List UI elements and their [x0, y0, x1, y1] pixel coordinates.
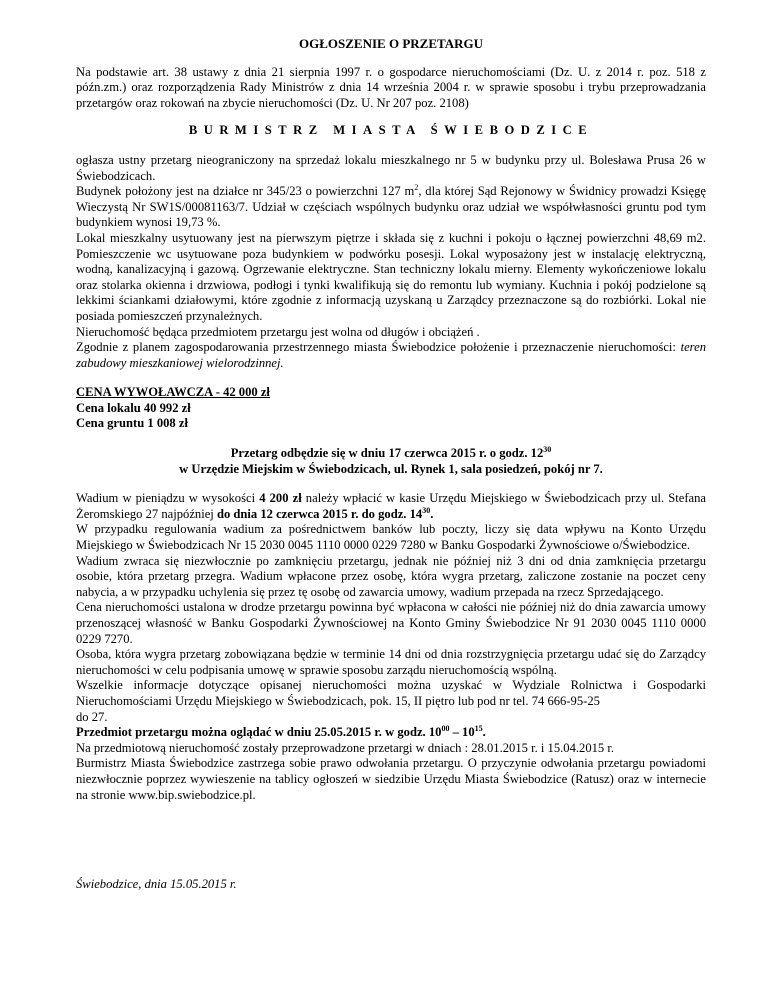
previous-auctions-paragraph: Na przedmiotową nieruchomość zostały przeprowadzone przetargi w dniach : 28.01.2015 r. i 15.04.2015 r. [76, 740, 615, 755]
announcement-document [76, 36, 706, 803]
description-paragraph: Lokal mieszkalny usytuowany jest na pierwszym piętrze i składa się z kuchni i pokoju o łącznej powierzchni 48,69 m2. Pomieszczenie wc usytuowane poza budynkiem w podwórku posesji. Lokal wyposażony jest w instalację elektryczną, wodną, kanalizacyjną i gazową. Ogrzewanie elektryczne. Stan techniczny lokalu mierny. Elementy wykończeniowe lokalu oraz stolarka okienna i drzwiowa, podłogi i tynki kwalifikują się do remontu lub wymiany. Kuchnia i pokój podzielone są lekkimi ściankami działowymi, które zgodnie z informacją uzyskaną u Zarządcy przeznaczone są do rozbiórki. Lokal nie posiada pomieszczeń przynależnych. [76, 230, 706, 323]
unit-price: Cena lokalu 40 992 zł [76, 400, 191, 415]
deposit-amount: 4 200 zł [259, 491, 302, 506]
info-paragraph: Wszelkie informacje dotyczące opisanej nieruchomości można uzyskać w Wydziale Rolnictwa i Gospodarki Nieruchomościami Urzędu Miejskiego w Świebodzicach, pok. 15, II piętro lub pod nr tel. 74 666-95-25 [76, 678, 706, 708]
bank-payment-paragraph: W przypadku regulowania wadium za pośrednictwem banków lub poczty, liczy się data wpływu na Konto Urzędu Miejskiego w Świebodzicach Nr 15 2030 0045 1110 0000 0229 7280 w Banku Gospodarki Żywnościowe o/Świebodzice. [76, 522, 706, 553]
auction-date-text: Przetarg odbędzie się w dniu 17 czerwca 2015 r. o godz. 12 [230, 446, 544, 461]
price-payment-paragraph: Cena nieruchomości ustalona w drodze przetargu powinna być wpłacona w całości nie później niż do dnia zawarcia umowy przenoszącej własność w Banku Gospodarki Żywnościowej na Konto Gminy Świebodzice Nr 91 2030 0045 1110 0000 0229 7270. [76, 600, 706, 646]
viewing-superscript-start: 00 [441, 723, 450, 733]
deposit-deadline-text: do dnia 12 czerwca 2015 r. do godz. 14 [216, 506, 423, 521]
legal-basis-paragraph: Na podstawie art. 38 ustawy z dnia 21 sierpnia 1997 r. o gospodarce nieruchomościami (Dz. U. z 2014 r. poz. 518 z późn.zm.) oraz rozporządzenia Rady Ministrów z dnia 14 września 2004 r. w sprawie sposobu i trybu przeprowadzania przetargów oraz rokowań na zbycie nieruchomości (Dz. U. Nr 207 poz. 2108) [76, 64, 706, 110]
auction-place: w Urzędzie Miejskim w Świebodzicach, ul. Rynek 1, sala posiedzeń, pokój nr 7. [179, 461, 603, 476]
zoning-designation: teren zabudowy mieszkaniowej wielorodzinnej. [76, 340, 706, 370]
announcement-paragraph: ogłasza ustny przetarg nieograniczony na sprzedaż lokalu mieszkalnego nr 5 w budynku przy ul. Bolesława Prusa 26 w Świebodzicach. [76, 152, 706, 183]
viewing-mid: – 10 [449, 725, 475, 740]
deposit-text-a: Wadium w pieniądzu w wysokości [76, 491, 260, 506]
building-text-a: Budynek położony jest na działce nr 345/23 o powierzchni 127 m [76, 184, 415, 199]
starting-price: CENA WYWOŁAWCZA - 42 000 zł [76, 385, 270, 400]
building-text-b: , dla której Sąd Rejonowy w Świdnicy prowadzi Księgę Wieczystą Nr SW1S/00081163/7. Udział w częściach wspólnych budynku oraz udział we współwłasności gruntu pod tym budynkiem wynosi 19,73 %. [76, 184, 706, 230]
deposit-paragraph [76, 491, 706, 522]
info-paragraph-end: do 27. [76, 709, 108, 724]
building-superscript: 2 [414, 182, 419, 192]
deposit-end: . [430, 506, 434, 521]
deposit-text-b: należy wpłacić w kasie Urzędu Miejskiego w Świebodzicach przy ul. Stefana Żeromskiego 27 najpóźniej [76, 491, 706, 521]
free-of-debts-paragraph: Nieruchomość będąca przedmiotem przetargu jest wolna od długów i obciążeń . [76, 324, 480, 339]
auction-date [76, 446, 706, 462]
deposit-time-superscript: 30 [422, 505, 431, 515]
viewing-paragraph [76, 725, 706, 741]
document-title: OGŁOSZENIE O PRZETARGU [299, 36, 483, 51]
issuer-heading: BURMISTRZ MIASTA ŚWIEBODZICE [188, 123, 594, 138]
auction-time-superscript: 30 [543, 444, 552, 454]
deposit-deadline [217, 507, 433, 521]
agreement-paragraph: Osoba, która wygra przetarg zobowiązana będzie w terminie 14 dni od dnia rozstrzygnięcia przetargu udać się do Zarządcy nieruchomości w celu podpisania umowę w sprawie sposobu zarządu nieruchomością wspólną. [76, 647, 706, 677]
zoning-paragraph [76, 340, 706, 371]
place-and-date: Świebodzice, dnia 15.05.2015 r. [76, 877, 237, 891]
building-paragraph [76, 184, 706, 231]
deposit-return-paragraph: Wadium zwraca się niezwłocznie po zamknięciu przetargu, jednak nie później niż 3 dni od dnia zamknięcia przetargu osobie, która przetarg przegra. Wadium wpłacone przez osobę, która wygra przetarg, zaliczone zostanie na poczet ceny nabycia, a w przypadku uchylenia się przez tę osobę od zawarcia umowy, wadium przepada na rzecz Sprzedającego. [76, 553, 706, 599]
viewing-superscript-end: 15 [474, 723, 483, 733]
viewing-text: Przedmiot przetargu można oglądać w dniu 25.05.2015 r. w godz. 10 [76, 725, 442, 740]
cancellation-paragraph: Burmistrz Miasta Świebodzice zastrzega sobie prawo odwołania przetargu. O przyczynie odwołania przetargu powiadomi niezwłocznie poprzez wywieszenie na tablicy ogłoszeń w siedzibie Urzędu Miasta Świebodzice (Ratusz) oraz w internecie na stronie www.bip.swiebodzice.pl. [76, 756, 706, 802]
land-price: Cena gruntu 1 008 zł [76, 416, 188, 431]
zoning-text: Zgodnie z planem zagospodarowania przestrzennego miasta Świebodzice położenie i przeznaczenie nieruchomości: [76, 340, 681, 355]
viewing-end: . [482, 725, 486, 740]
